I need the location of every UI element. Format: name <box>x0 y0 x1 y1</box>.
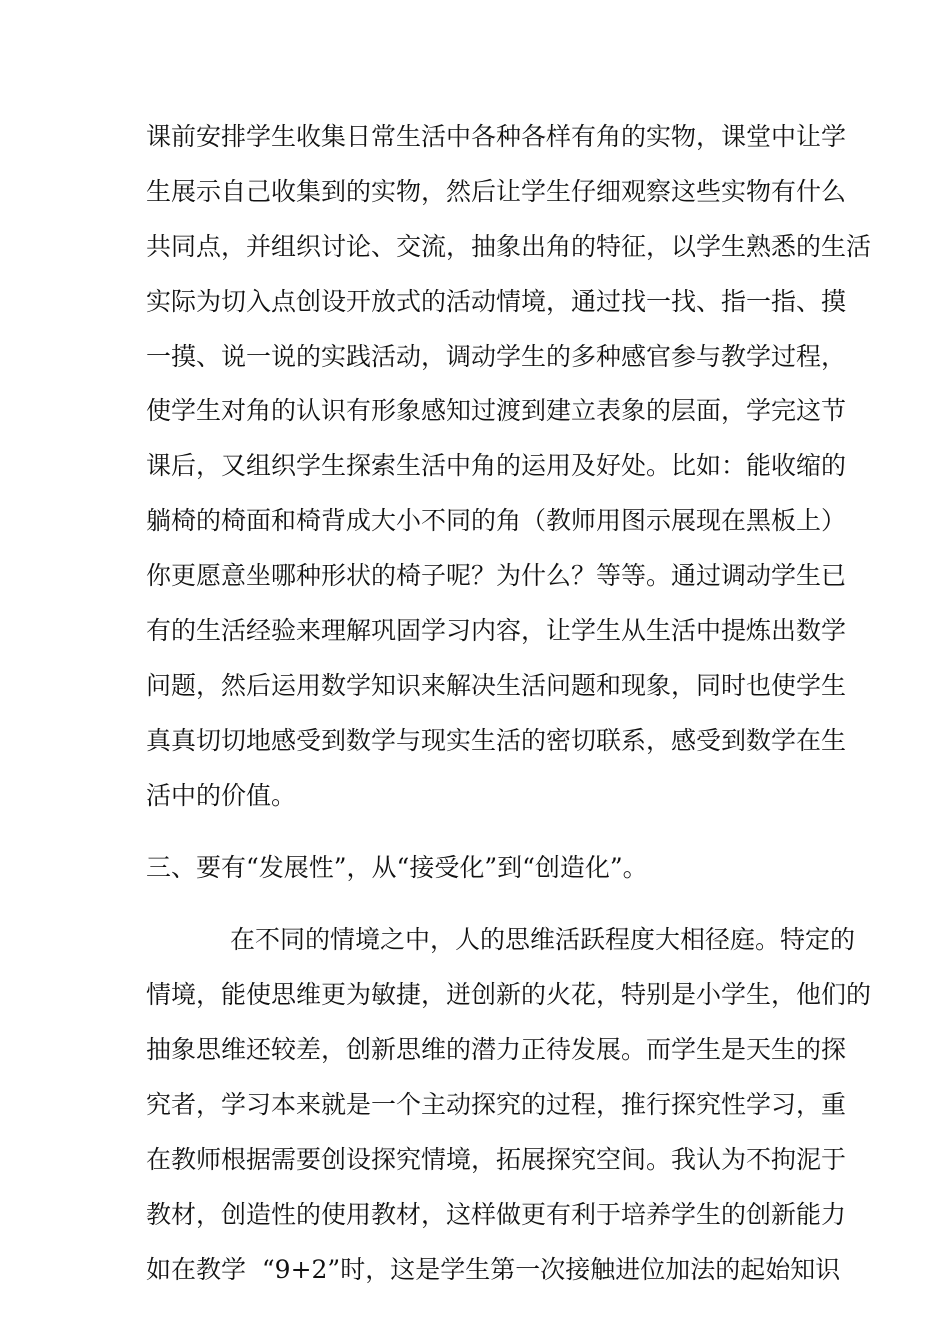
paragraph-2-line-7: 如在教学 “9+2”时，这是学生第一次接触进位加法的起始知识 <box>146 1255 841 1284</box>
paragraph-1-line-1: 课前安排学生收集日常生活中各种各样有角的实物，课堂中让学 <box>146 122 847 151</box>
paragraph-1-line-3: 共同点，并组织讨论、交流，抽象出角的特征，以学生熟悉的生活 <box>146 232 872 261</box>
paragraph-2-line-2: 情境，能使思维更为敏捷，迸创新的火花，特别是小学生，他们的 <box>146 980 872 1009</box>
paragraph-1-line-10: 有的生活经验来理解巩固学习内容，让学生从生活中提炼出数学 <box>146 616 847 645</box>
paragraph-1-line-7: 课后，又组织学生探索生活中角的运用及好处。比如：能收缩的 <box>146 451 847 480</box>
paragraph-1-line-12: 真真切切地感受到数学与现实生活的密切联系，感受到数学在生 <box>146 726 847 755</box>
paragraph-1-line-13: 活中的价值。 <box>146 781 297 810</box>
paragraph-1-line-2: 生展示自己收集到的实物，然后让学生仔细观察这些实物有什么 <box>146 177 847 206</box>
paragraph-2-line-3: 抽象思维还较差，创新思维的潜力正待发展。而学生是天生的探 <box>146 1035 847 1064</box>
paragraph-1-line-4: 实际为切入点创设开放式的活动情境，通过找一找、指一指、摸 <box>146 287 847 316</box>
paragraph-2-line-5: 在教师根据需要创设探究情境，拓展探究空间。我认为不拘泥于 <box>146 1145 847 1174</box>
paragraph-2-line-4: 究者，学习本来就是一个主动探究的过程，推行探究性学习，重 <box>146 1090 847 1119</box>
paragraph-2-line-6: 教材，创造性的使用教材，这样做更有利于培养学生的创新能力 <box>146 1200 847 1229</box>
paragraph-1-line-11: 问题，然后运用数学知识来解决生活问题和现象，同时也使学生 <box>146 671 847 700</box>
paragraph-1-line-8: 躺椅的椅面和椅背成大小不同的角（教师用图示展现在黑板上） <box>146 506 847 535</box>
section-heading: 三、要有“发展性”，从“接受化”到“创造化”。 <box>146 853 648 882</box>
paragraph-1-line-9: 你更愿意坐哪种形状的椅子呢？为什么？等等。通过调动学生已 <box>146 561 847 590</box>
paragraph-1-line-5: 一摸、说一说的实践活动，调动学生的多种感官参与教学过程， <box>146 342 847 371</box>
paragraph-2-line-1: 在不同的情境之中，人的思维活跃程度大相径庭。特定的 <box>230 925 856 954</box>
paragraph-1-line-6: 使学生对角的认识有形象感知过渡到建立表象的层面，学完这节 <box>146 396 847 425</box>
